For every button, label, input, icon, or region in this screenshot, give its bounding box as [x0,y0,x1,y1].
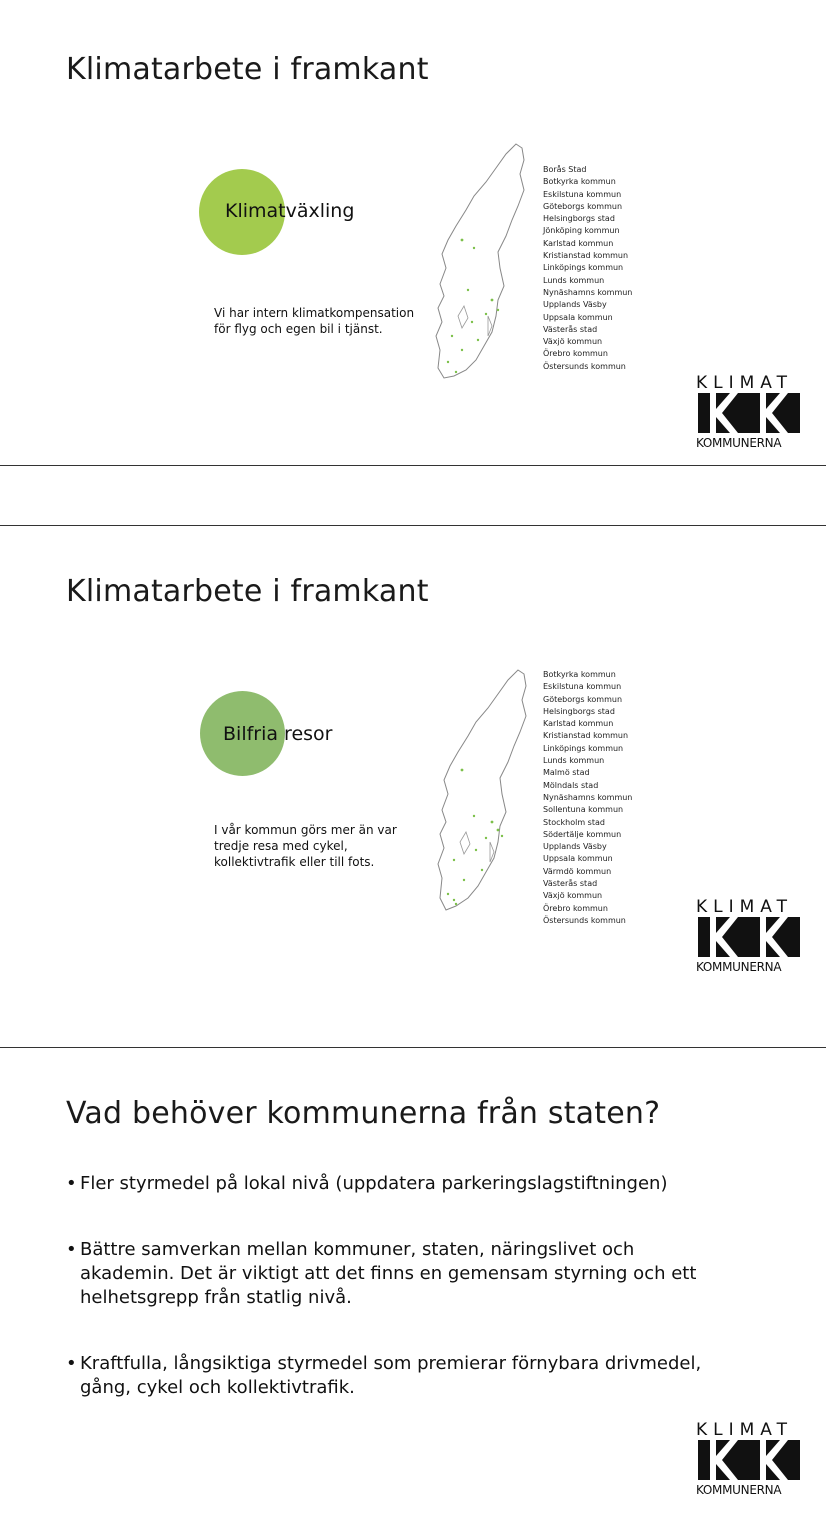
slide-title: Klimatarbete i framkant [66,52,429,87]
description-line: tredje resa med cykel, [214,839,348,853]
list-item: Örebro kommun [543,349,608,359]
list-item: Mölndals stad [543,780,599,790]
list-item: Östersunds kommun [543,361,626,371]
logo-text-bottom: KOMMUNERNA [696,436,782,450]
list-item: Borås Stad [543,165,587,174]
slide-title: Vad behöver kommunerna från staten? [66,1096,661,1131]
list-item: Södertälje kommun [543,829,622,839]
list-item: Värmdö kommun [543,866,612,876]
description-line: kollektivtrafik eller till fots. [214,855,375,869]
logo-text-top: KLIMAT [696,373,793,393]
logo-text-bottom: KOMMUNERNA [696,960,782,974]
logo-text-bottom: KOMMUNERNA [696,1483,782,1497]
list-item: Västerås stad [543,324,598,334]
list-item: Upplands Väsby [543,300,607,310]
slide-divider [0,465,826,466]
list-item: Växjö kommun [543,337,603,347]
sweden-map [430,666,540,916]
list-item: Eskilstuna kommun [543,189,622,199]
description-line: Vi har intern klimatkompensation [214,306,415,320]
list-item: Helsingborgs stad [543,706,615,716]
list-item: Linköpings kommun [543,743,624,753]
list-item: Eskilstuna kommun [543,682,622,692]
list-item: Upplands Väsby [543,842,607,852]
municipality-list [543,669,632,927]
logo-text-top: KLIMAT [696,1420,793,1440]
logo-mark [698,1440,800,1480]
klimatkommunerna-logo [696,1420,802,1500]
bullet-item [66,1172,766,1196]
sweden-map [428,140,538,385]
slide-1 [0,0,826,465]
list-item: Lunds kommun [543,756,605,766]
bullet-line: gång, cykel och kollektivtrafik. [80,1377,355,1398]
list-item: Uppsala kommun [543,312,613,322]
municipality-dots [447,239,499,374]
municipality-list [543,164,632,373]
list-item: Göteborgs kommun [543,201,623,211]
bullet-line: Bättre samverkan mellan kommuner, staten, näringslivet och [80,1239,635,1260]
municipality-dots [447,769,503,906]
list-item: Karlstad kommun [543,719,614,729]
description-line: för flyg och egen bil i tjänst. [214,322,383,336]
list-item: Östersunds kommun [543,915,626,925]
theme-circle-label: Klimatväxling [225,200,355,222]
list-item: Stockholm stad [543,817,605,827]
bullet-line: Fler styrmedel på lokal nivå (uppdatera parkeringslagstiftningen) [80,1173,668,1194]
list-item: Linköpings kommun [543,263,624,273]
bullet-icon: • [66,1239,77,1260]
list-item: Malmö stad [543,768,590,778]
list-item: Uppsala kommun [543,854,613,864]
list-item: Sollentuna kommun [543,805,624,815]
list-item: Botkyrka kommun [543,670,616,679]
slide-description [214,305,414,337]
bullet-list [66,1172,766,1442]
list-item: Jönköping kommun [543,226,620,236]
slide-description [214,822,397,870]
list-item: Nynäshamns kommun [543,287,633,297]
bullet-line: helhetsgrepp från statlig nivå. [80,1287,352,1308]
bullet-line: Kraftfulla, långsiktiga styrmedel som premierar förnybara drivmedel, [80,1353,702,1374]
klimatkommunerna-logo [696,897,802,977]
bullet-item [66,1238,766,1310]
description-line: I vår kommun görs mer än var [214,823,397,837]
logo-text-top: KLIMAT [696,897,793,917]
list-item: Örebro kommun [543,903,608,913]
slide-title: Klimatarbete i framkant [66,574,429,609]
bullet-icon: • [66,1353,77,1374]
list-item: Helsingborgs stad [543,214,615,224]
list-item: Växjö kommun [543,891,603,901]
theme-circle-label: Bilfria resor [223,723,333,745]
bullet-line: akademin. Det är viktigt att det finns en gemensam styrning och ett [80,1263,697,1284]
bullet-icon: • [66,1173,77,1194]
list-item: Lunds kommun [543,275,605,285]
slide-2 [0,526,826,1046]
klimatkommunerna-logo [696,373,802,453]
list-item: Kristianstad kommun [543,251,629,261]
bullet-item [66,1352,766,1400]
list-item: Botkyrka kommun [543,177,616,187]
list-item: Karlstad kommun [543,238,614,248]
list-item: Göteborgs kommun [543,694,623,704]
logo-mark [698,393,800,433]
list-item: Nynäshamns kommun [543,792,633,802]
logo-mark [698,917,800,957]
list-item: Kristianstad kommun [543,731,629,741]
list-item: Västerås stad [543,879,598,889]
